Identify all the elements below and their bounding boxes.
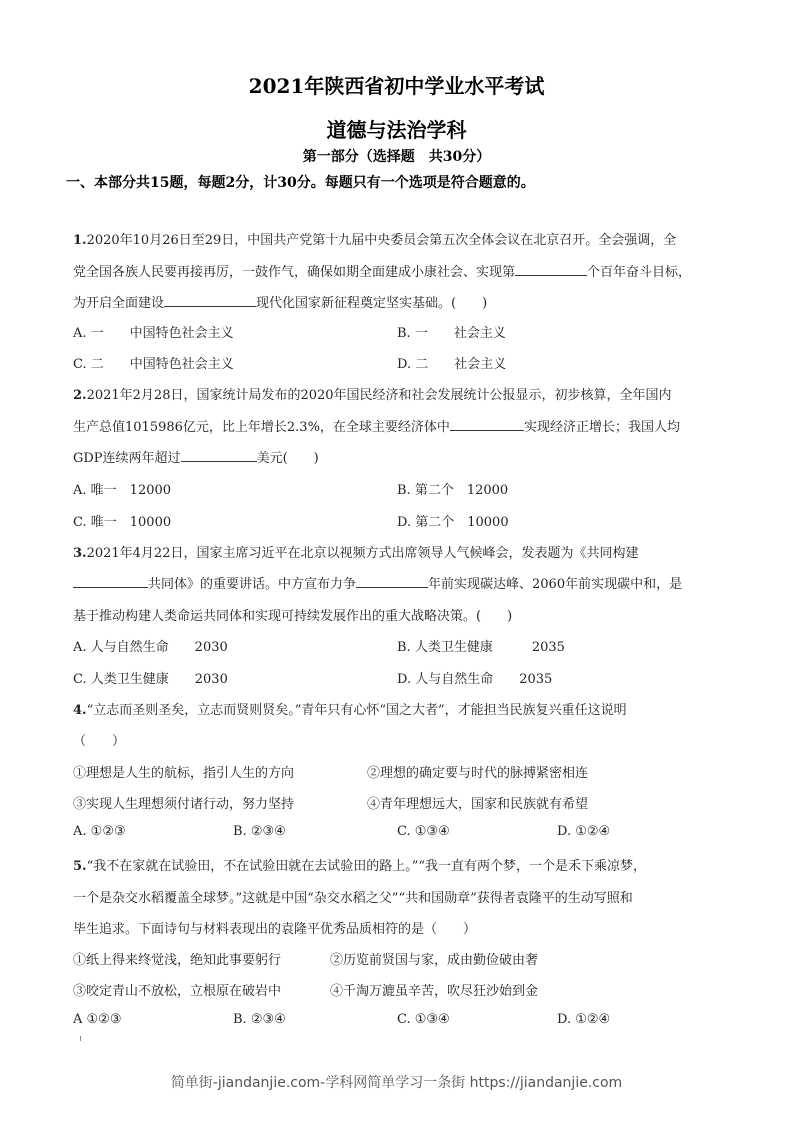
question-2-line-2: 生产总值1015986亿元，比上年增长2.3%，在全球主要经济体中 实现经济正增长；我国人均 — [73, 420, 680, 435]
question-1-line-1: 1.2020年10月26日至29日，中国共产党第十九届中央委员会第五次全体会议在北京召开。全会强调，全 — [73, 233, 677, 248]
q4-option-b[interactable]: B. ②③④ — [233, 824, 286, 839]
section-instructions: 一、本部分共15题，每题2分，计30分。每题只有一个选项是符合题意的。 — [66, 175, 535, 191]
answer-blank — [356, 575, 428, 588]
q2-option-d[interactable]: D. 第二个 10000 — [397, 515, 509, 530]
q3-option-d[interactable]: D. 人与自然生命 2035 — [397, 672, 553, 687]
question-5-line-3: 毕生追求。下面诗句与材料表现出的袁隆平优秀品质相符的是（ ） — [73, 922, 477, 937]
q5-statement-1: ①纸上得来终觉浅，绝知此事要躬行 — [73, 953, 282, 968]
q5-option-c[interactable]: C. ①③④ — [397, 1012, 450, 1027]
exam-subject: 道德与法治学科 — [326, 118, 467, 142]
q1-option-c[interactable]: C. 二 中国特色社会主义 — [73, 357, 234, 372]
q5-option-b[interactable]: B. ②③④ — [233, 1012, 286, 1027]
question-number: 3. — [73, 546, 87, 561]
question-3-line-3: 基于推动构建人类命运共同体和实现可持续发展作出的重大战略决策。( ) — [73, 609, 513, 624]
exam-title: 2021年陕西省初中学业水平考试 — [248, 74, 545, 98]
q2-option-b[interactable]: B. 第二个 12000 — [397, 483, 509, 498]
question-3-line-2: 共同体》的重要讲话。中方宣布力争 年前实现碳达峰、2060年前实现碳中和，是 — [73, 573, 682, 592]
part-heading: 第一部分（选择题 共30分） — [302, 149, 491, 165]
question-4-line-1: 4.“立志而圣则圣矣，立志而贤则贤矣。”青年只有心怀“国之大者”，才能担当民族复兴重任这说明 — [73, 703, 627, 718]
question-number: 1. — [73, 233, 87, 248]
q2-option-a[interactable]: A. 唯一 12000 — [73, 483, 172, 498]
answer-blank — [164, 294, 256, 307]
q4-option-c[interactable]: C. ①③④ — [397, 824, 450, 839]
q4-option-d[interactable]: D. ①②④ — [557, 824, 611, 839]
q5-statement-4: ④千淘万漉虽辛苦，吹尽狂沙始到金 — [330, 984, 539, 999]
q5-statement-3: ③咬定青山不放松，立根原在破岩中 — [73, 984, 282, 999]
q3-option-c[interactable]: C. 人类卫生健康 2030 — [73, 672, 228, 687]
q4-statement-3: ③实现人生理想须付诸行动，努力坚持 — [73, 797, 295, 812]
answer-blank — [181, 449, 257, 462]
question-number: 5. — [73, 859, 87, 874]
q1-option-a[interactable]: A. 一 中国特色社会主义 — [73, 326, 234, 341]
question-1-line-3: 为开启全面建设 现代化国家新征程奠定坚实基础。( ) — [73, 296, 488, 311]
q4-statement-2: ②理想的确定要与时代的脉搏紧密相连 — [367, 766, 589, 781]
answer-blank — [450, 418, 524, 431]
question-1-line-2: 党全国各族人民要再接再厉，一鼓作气，确保如期全面建成小康社会、实现第 个百年奋斗目标， — [73, 265, 692, 280]
q3-option-a[interactable]: A. 人与自然生命 2030 — [73, 640, 228, 655]
question-number: 4. — [73, 703, 87, 718]
q4-statement-4: ④青年理想远大，国家和民族就有希望 — [367, 797, 589, 812]
stray-mark — [80, 1036, 81, 1041]
answer-blank — [73, 575, 148, 588]
question-3-line-1: 3.2021年4月22日，国家主席习近平在北京以视频方式出席领导人气候峰会，发表题为《共同构建 — [73, 546, 639, 561]
q4-option-a[interactable]: A. ①②③ — [73, 824, 126, 839]
q5-option-d[interactable]: D. ①②④ — [557, 1012, 611, 1027]
q4-statement-1: ①理想是人生的航标，指引人生的方向 — [73, 766, 295, 781]
question-5-line-1: 5.“我不在家就在试验田，不在试验田就在去试验田的路上。”“我一直有两个梦，一个是禾下乘凉梦， — [73, 859, 647, 874]
question-2-line-1: 2.2021年2月28日，国家统计局发布的2020年国民经济和社会发展统计公报显示，初步核算，全年国内 — [73, 388, 672, 403]
q5-option-a[interactable]: A ①②③ — [73, 1012, 122, 1027]
watermark-footer: 简单街-jiandanjie.com-学科网简单学习一条街 https://jiandanjie.com — [170, 1075, 623, 1091]
answer-blank — [515, 263, 587, 276]
q5-statement-2: ②历览前贤国与家，成由勤俭破由奢 — [330, 953, 539, 968]
question-number: 2. — [73, 388, 87, 403]
question-2-line-3: GDP连续两年超过 美元( ) — [73, 451, 319, 466]
question-4-line-2: （ ） — [73, 734, 126, 749]
q2-option-c[interactable]: C. 唯一 10000 — [73, 515, 172, 530]
q1-option-d[interactable]: D. 二 社会主义 — [397, 357, 507, 372]
question-5-line-2: 一个是杂交水稻覆盖全球梦。”这就是中国“杂交水稻之父”“共和国勋章”获得者袁隆平的生动写照和 — [73, 891, 633, 906]
q1-option-b[interactable]: B. 一 社会主义 — [397, 326, 506, 341]
q3-option-b[interactable]: B. 人类卫生健康 2035 — [397, 640, 565, 655]
